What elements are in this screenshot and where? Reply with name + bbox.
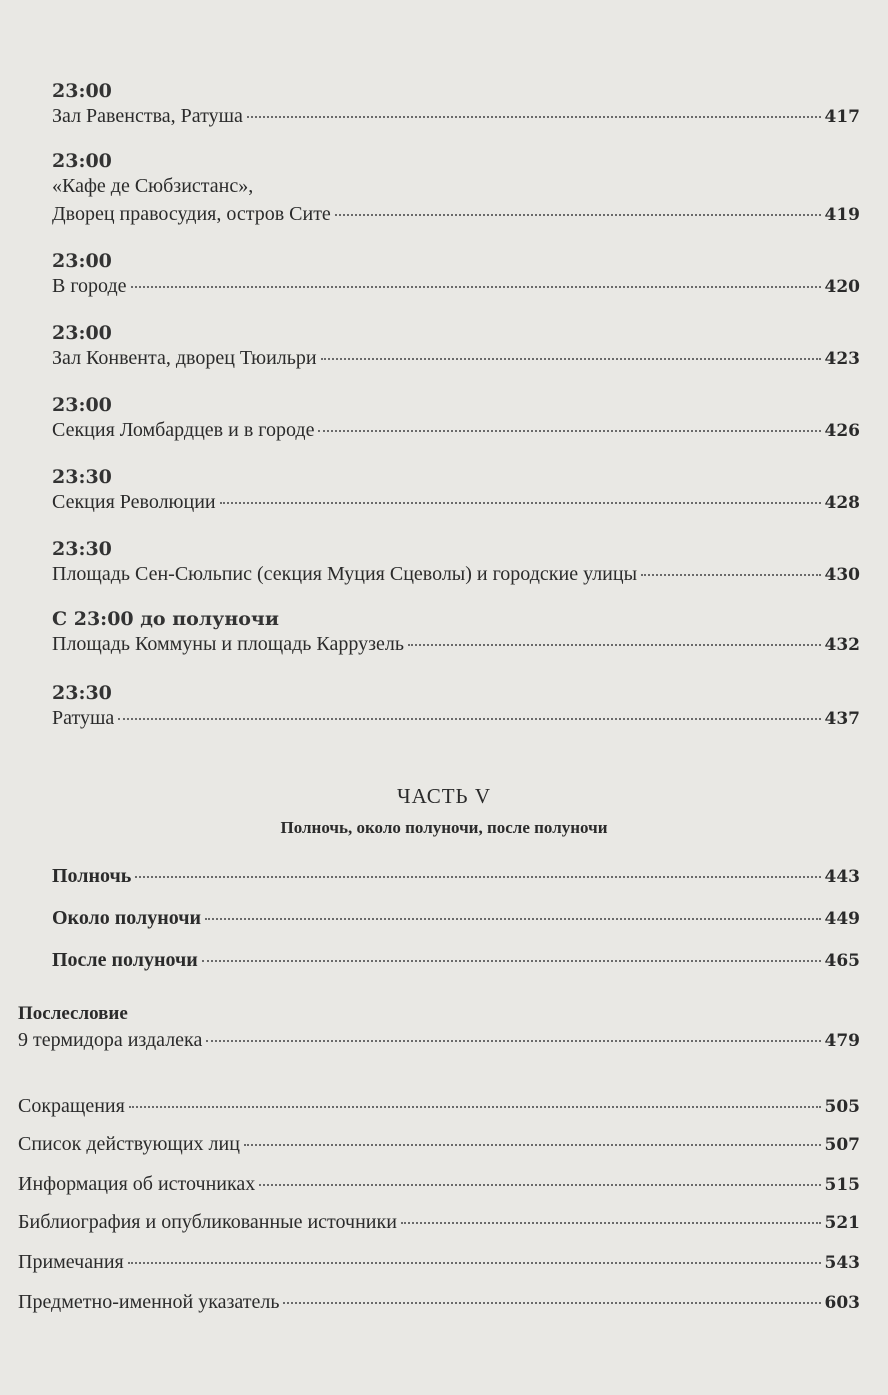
entry-page: 420 [824, 277, 860, 297]
dot-leader [318, 430, 820, 432]
entry-title: «Кафе де Сюбзистанс», [52, 175, 254, 197]
entry-page: 507 [824, 1135, 860, 1155]
entry-page: 479 [824, 1031, 860, 1051]
entry-time: 23:00 [52, 250, 112, 272]
toc-entry [18, 1130, 860, 1158]
entry-line [18, 1248, 860, 1276]
entry-title: Около полуночи [52, 907, 202, 929]
entry-title: 9 термидора издалека [18, 1029, 203, 1051]
entry-page: 419 [824, 205, 860, 225]
entry-line [52, 862, 860, 890]
entry-line [18, 1026, 860, 1054]
entry-page: 430 [824, 565, 860, 585]
entry-title: Информация об источниках [18, 1173, 256, 1195]
entry-page: 449 [824, 909, 860, 929]
toc-entry [52, 862, 860, 890]
dot-leader [335, 214, 821, 216]
entry-title: Секция Ломбардцев и в городе [52, 419, 315, 441]
toc-entry-epilogue [18, 1002, 860, 1054]
entry-page: 417 [824, 107, 860, 127]
entry-line [52, 704, 860, 732]
toc-entry [52, 150, 860, 228]
entry-title: Предметно-именной указатель [18, 1291, 280, 1313]
entry-title: После полуночи [52, 949, 198, 971]
toc-entry [52, 682, 860, 732]
entry-line [52, 416, 860, 444]
entry-time: С 23:00 до полуночи [52, 608, 279, 630]
entry-line [52, 560, 860, 588]
entry-line [18, 1288, 860, 1316]
entry-page: 465 [824, 951, 860, 971]
entry-title: Библиография и опубликованные источники [18, 1211, 397, 1233]
entry-title: Полночь [52, 865, 132, 887]
entry-line [52, 904, 860, 932]
entry-title: Список действующих лиц [18, 1133, 240, 1155]
entry-page: 443 [824, 867, 860, 887]
dot-leader [128, 1262, 821, 1264]
entry-page: 428 [824, 493, 860, 513]
dot-leader [401, 1222, 821, 1224]
entry-line [52, 172, 860, 200]
entry-title: Площадь Коммуны и площадь Каррузель [52, 633, 404, 655]
dot-leader [259, 1184, 820, 1186]
toc-entry [52, 538, 860, 588]
toc-entry [18, 1248, 860, 1276]
toc-entry [52, 322, 860, 372]
entry-line [52, 200, 860, 228]
dot-leader [118, 718, 820, 720]
dot-leader [641, 574, 820, 576]
toc-entry [18, 1092, 860, 1120]
entry-title: Примечания [18, 1251, 124, 1273]
entry-line [52, 488, 860, 516]
entry-time: 23:00 [52, 322, 112, 344]
dot-leader [244, 1144, 821, 1146]
dot-leader [206, 1040, 820, 1042]
entry-time: 23:30 [52, 682, 112, 704]
part-label: ЧАСТЬ V [396, 784, 492, 808]
entry-title: В городе [52, 275, 127, 297]
epilogue-label: Послесловие [18, 1003, 128, 1024]
dot-leader [283, 1302, 820, 1304]
dot-leader [205, 918, 820, 920]
entry-page: 505 [824, 1097, 860, 1117]
entry-page: 515 [824, 1175, 860, 1195]
entry-title: Зал Равенства, Ратуша [52, 105, 243, 127]
dot-leader [321, 358, 821, 360]
entry-title: Зал Конвента, дворец Тюильри [52, 347, 317, 369]
dot-leader [220, 502, 821, 504]
entry-line [18, 1092, 860, 1120]
dot-leader [247, 116, 821, 118]
entry-line [52, 344, 860, 372]
entry-title: Ратуша [52, 707, 115, 729]
entry-line [18, 1130, 860, 1158]
entry-line [52, 102, 860, 130]
entry-page: 437 [824, 709, 860, 729]
entry-time: 23:00 [52, 150, 112, 172]
entry-page: 521 [824, 1213, 860, 1233]
toc-entry [52, 608, 860, 658]
toc-entry [52, 904, 860, 932]
entry-page: 603 [824, 1293, 860, 1313]
entry-line [18, 1170, 860, 1198]
dot-leader [202, 960, 821, 962]
dot-leader [129, 1106, 821, 1108]
entry-time: 23:00 [52, 394, 112, 416]
entry-page: 426 [824, 421, 860, 441]
entry-line [52, 630, 860, 658]
toc-entry [18, 1170, 860, 1198]
entry-title: Секция Революции [52, 491, 216, 513]
toc-entry [18, 1288, 860, 1316]
dot-leader [135, 876, 820, 878]
entry-time: 23:30 [52, 466, 112, 488]
entry-line [52, 272, 860, 300]
dot-leader [131, 286, 821, 288]
toc-entry [52, 946, 860, 974]
toc-entry [52, 80, 860, 130]
toc-entry [18, 1208, 860, 1236]
entry-time: 23:30 [52, 538, 112, 560]
entry-page: 423 [824, 349, 860, 369]
entry-line [52, 946, 860, 974]
entry-page: 543 [824, 1253, 860, 1273]
entry-title: Сокращения [18, 1095, 125, 1117]
entry-line [18, 1208, 860, 1236]
entry-title: Площадь Сен-Сюльпис (секция Муция Сцеволы) и городские улицы [52, 563, 638, 585]
entry-time: 23:00 [52, 80, 112, 102]
dot-leader [408, 644, 821, 646]
toc-entry [52, 394, 860, 444]
toc-entry [52, 466, 860, 516]
entry-title: Дворец правосудия, остров Сите [52, 203, 331, 225]
entry-page: 432 [824, 635, 860, 655]
part-subtitle: Полночь, около полуночи, после полуночи [280, 818, 608, 837]
toc-entry [52, 250, 860, 300]
